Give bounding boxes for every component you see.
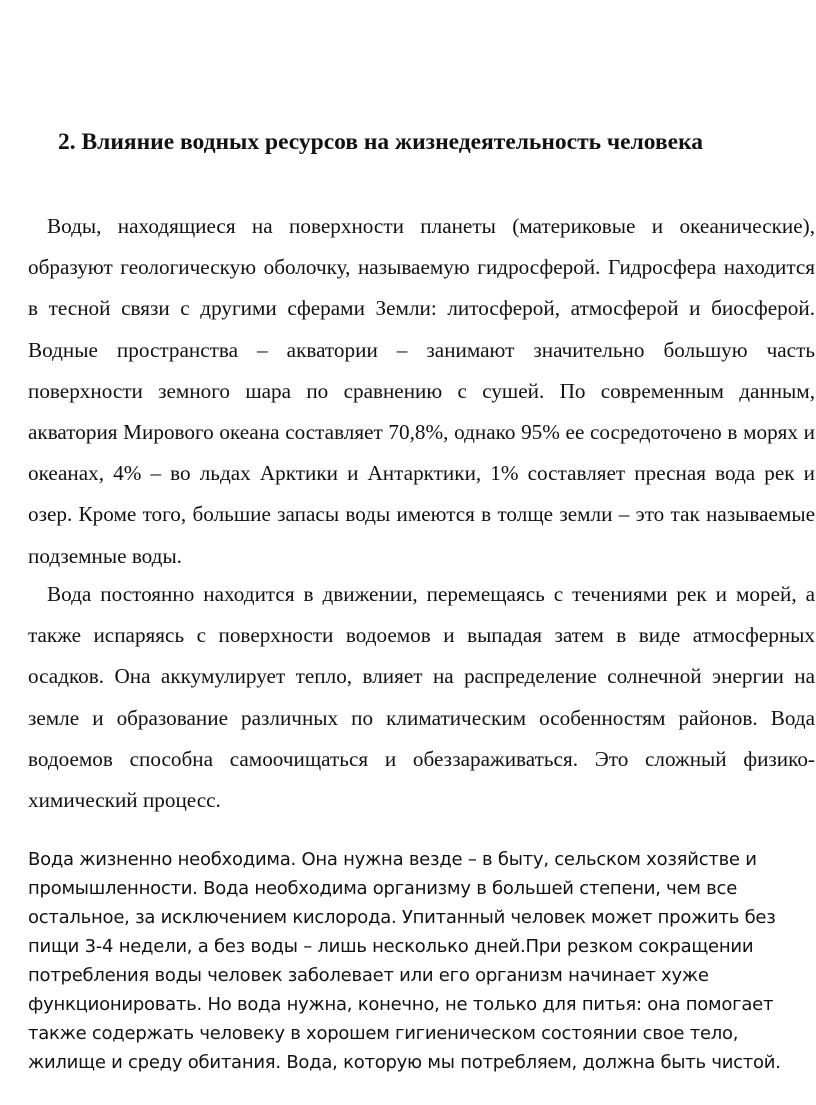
paragraph-water-cycle: Вода постоянно находится в движении, перемещаясь с течениями рек и морей, а также испаряясь с поверхности водоемов и выпадая затем в виде атмосферных осадков. Она аккумулирует тепло, влияет на распределение солнечной энергии на земле и образование различных по климатическим особенностям районов. Вода водоемов способна самоочищаться и обеззараживаться. Это сложный физико-химический процесс. xyxy=(28,582,815,813)
paragraph-water-importance: Вода жизненно необходима. Она нужна везде – в быту, сельском хозяйстве и промышленности. Вода необходима организму в большей степени, чем все остальное, за исключением кислорода. Упитанный человек может прожить без пищи 3-4 недели, а без воды – лишь несколько дней.При резком сокращении потребления воды человек заболевает или его организм начинает хуже функционировать. Но вода нужна, конечно, не только для питья: она помогает также содержать человеку в хорошем гигиеническом состоянии свое тело, жилище и среду обитания. Вода, которую мы потребляем, должна быть чистой. xyxy=(28,849,781,1073)
paragraph-hydrosphere: Воды, находящиеся на поверхности планеты (материковые и океанические), образуют геологическую оболочку, называемую гидросферой. Гидросфера находится в тесной связи с другими сферами Земли: литосферой, атмосферой и биосферой. Водные пространства – акватории – занимают значительно большую часть поверхности земного шара по сравнению с сушей. По современным данным, акватория Мирового океана составляет 70,8%, однако 95% ее сосредоточено в морях и океанах, 4% – во льдах Арктики и Антарктики, 1% составляет пресная вода рек и озер. Кроме того, большие запасы воды имеются в толще земли – это так называемые подземные воды. xyxy=(28,214,815,568)
page-title: 2. Влияние водных ресурсов на жизнедеятельность человека xyxy=(58,129,704,155)
